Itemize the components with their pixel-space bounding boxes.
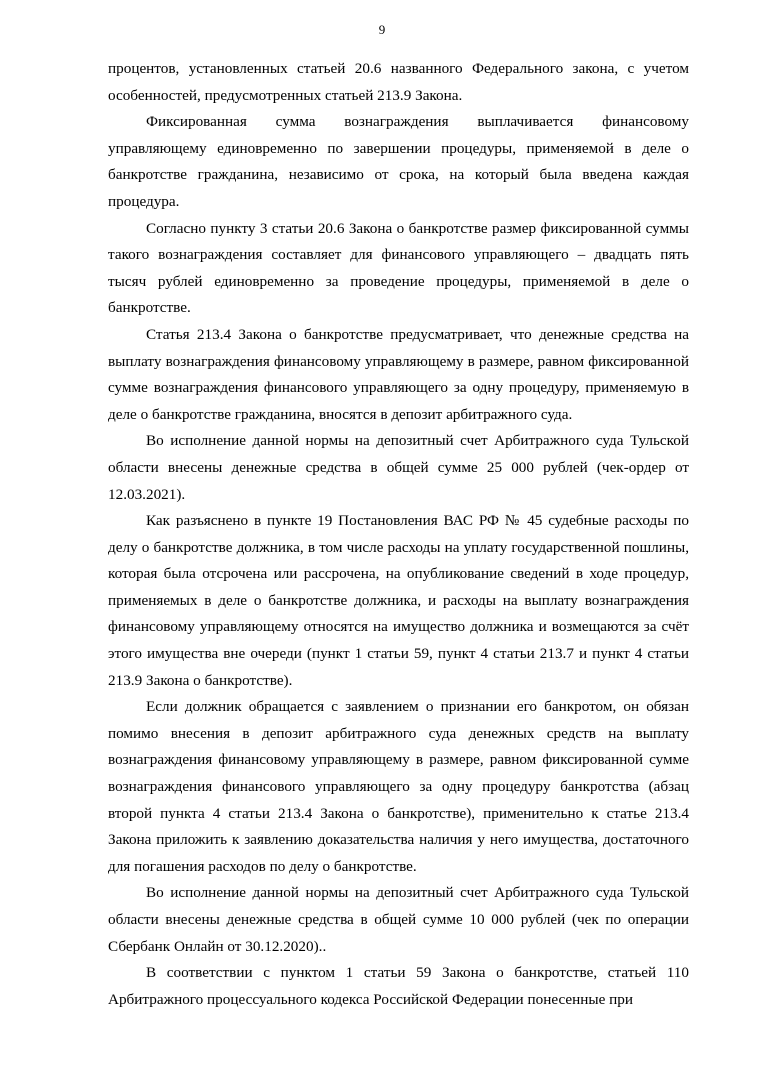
document-body bbox=[108, 56, 689, 1013]
paragraph: Согласно пункту 3 статьи 20.6 Закона о банкротстве размер фиксированной суммы такого вознаграждения составляет для финансового управляющего – двадцать пять тысяч рублей единовременно за проведение процедуры, применяемой в деле о банкротстве. bbox=[108, 219, 689, 317]
paragraph: Во исполнение данной нормы на депозитный счет Арбитражного суда Тульской области внесены денежные средства в общей сумме 25 000 рублей (чек-ордер от 12.03.2021). bbox=[108, 432, 689, 503]
paragraph: Статья 213.4 Закона о банкротстве предусматривает, что денежные средства на выплату вознаграждения финансовому управляющему в размере, равном фиксированной сумме вознаграждения финансового управляющего за одну процедуру, применяемую в деле о банкротстве гражданина, вносятся в депозит арбитражного суда. bbox=[108, 325, 689, 423]
paragraph: Во исполнение данной нормы на депозитный счет Арбитражного суда Тульской области внесены денежные средства в общей сумме 10 000 рублей (чек по операции Сбербанк Онлайн от 30.12.2020).. bbox=[108, 884, 689, 955]
paragraph: В соответствии с пунктом 1 статьи 59 Закона о банкротстве, статьей 110 Арбитражного процессуального кодекса Российской Федерации понесенные при bbox=[108, 964, 689, 1008]
paragraph-continuation: процентов, установленных статьей 20.6 названного Федерального закона, с учетом особенностей, предусмотренных статьей 213.9 Закона. bbox=[108, 60, 689, 104]
paragraph: Как разъяснено в пункте 19 Постановления ВАС РФ № 45 судебные расходы по делу о банкротстве должника, в том числе расходы на уплату государственной пошлины, которая была отсрочена или рассрочена, на опубликование сведений в ходе процедур, применяемых в деле о банкротстве должника, и расходы на выплату вознаграждения финансовому управляющему относятся на имущество должника и возмещаются за счёт этого имущества вне очереди (пункт 1 статьи 59, пункт 4 статьи 213.7 и пункт 4 статьи 213.9 Закона о банкротстве). bbox=[108, 512, 689, 689]
paragraph: Если должник обращается с заявлением о признании его банкротом, он обязан помимо внесения в депозит арбитражного суда денежных средств на выплату вознаграждения финансовому управляющему в размере, равном фиксированной сумме вознаграждения финансового управляющего за одну процедуру банкротства (абзац второй пункта 4 статьи 213.4 Закона о банкротстве), применительно к статье 213.4 Закона приложить к заявлению доказательства наличия у него имущества, достаточного для погашения расходов по делу о банкротстве. bbox=[108, 698, 689, 875]
paragraph: Фиксированная сумма вознаграждения выплачивается финансовому управляющему единовременно по завершении процедуры, применяемой в деле о банкротстве гражданина, независимо от срока, на который была введена каждая процедура. bbox=[108, 113, 689, 210]
page-number: 9 bbox=[378, 22, 386, 37]
